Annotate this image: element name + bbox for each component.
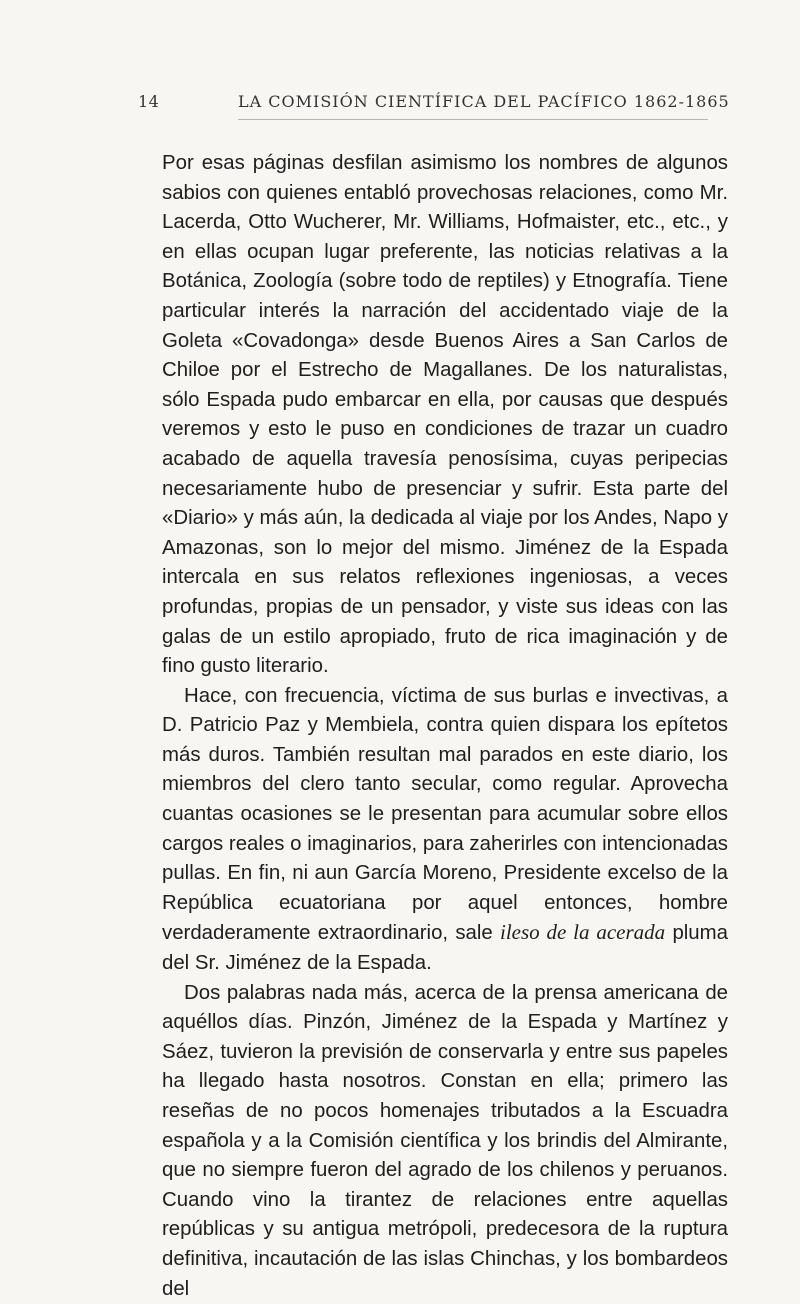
paragraph-3-text: Dos palabras nada más, acerca de la prensa americana de aquéllos días. Pinzón, Jiménez de la Espada y Martínez y Sáez, tuvieron la previsión de conservarla y entre sus papeles ha llegado hasta nosotros. Constan en ella; primero las reseñas de no pocos homenajes tributados a la Escuadra española y a la Comisión científica y los brindis del Almirante, que no siempre fueron del agrado de los chilenos y peruanos. Cuando vino la tirantez de relaciones entre aquellas repúblicas y su antigua metrópoli, predecesora de la ruptura definitiva, incautación de las islas Chinchas, y los bombardeos del [162, 981, 728, 1300]
paragraph-2-text: Hace, con frecuencia, víctima de sus burlas e invectivas, a D. Patricio Paz y Membiela, contra quien dispara los epítetos más duros. También resultan mal parados en este diario, los miembros del clero tanto secular, como regular. Aprovecha cuantas ocasiones se le presentan para acumular sobre ellos cargos reales o imaginarios, para zaherirles con intencionadas pullas. En fin, ni aun García Moreno, Presidente excelso de la República ecuatoriana por aquel entonces, hombre verdaderamente extraordinario, sale [162, 684, 728, 945]
paragraph-2-italic: ileso de la acerada [500, 920, 666, 945]
running-title: LA COMISIÓN CIENTÍFICA DEL PACÍFICO 1862-1865 [238, 92, 730, 111]
page-number: 14 [138, 92, 160, 111]
paragraph-1 [162, 149, 728, 682]
body-text [162, 149, 728, 1304]
header-rule [238, 119, 708, 120]
paragraph-2-text-after: pluma del Sr. Jiménez de la Espada. [162, 922, 728, 975]
paragraph-3 [162, 979, 728, 1304]
paragraph-1-text: Por esas páginas desfilan asimismo los nombres de algunos sabios con quienes entabló provechosas relaciones, como Mr. Lacerda, Otto Wucherer, Mr. Williams, Hofmaister, etc., etc., y en ellas ocupan lugar preferente, las noticias relativas a la Botánica, Zoología (sobre todo de reptiles) y Etnografía. Tiene particular interés la narración del accidentado viaje de la Goleta «Covadonga» desde Buenos Aires a San Carlos de Chiloe por el Estrecho de Magallanes. De los naturalistas, sólo Espada pudo embarcar en ella, por causas que después veremos y esto le puso en condiciones de trazar un cuadro acabado de aquella travesía penosísima, cuyas peripecias necesariamente hubo de presenciar y sufrir. Esta parte del «Diario» y más aún, la dedicada al viaje por los Andes, Napo y Amazonas, son lo mejor del mismo. Jiménez de la Espada intercala en sus relatos reflexiones ingeniosas, a veces profundas, propias de un pensador, y viste sus ideas con las galas de un estilo apropiado, fruto de rica imaginación y de fino gusto literario. [162, 152, 728, 678]
paragraph-2 [162, 682, 728, 979]
page-header [108, 92, 728, 118]
